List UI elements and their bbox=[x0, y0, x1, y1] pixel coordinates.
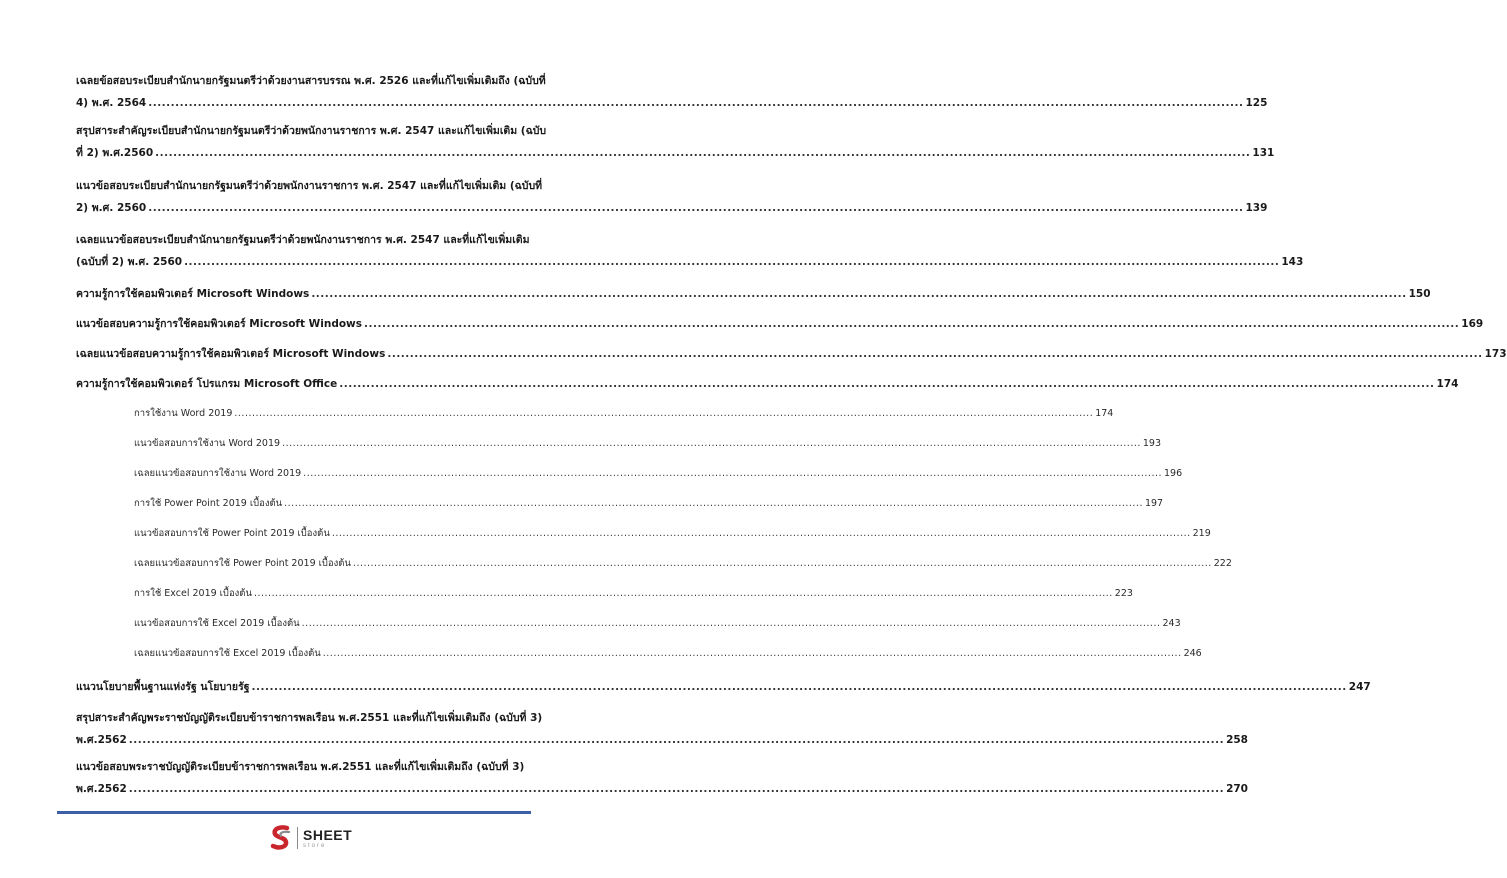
toc-page-number: 173 bbox=[1484, 348, 1507, 360]
leader-dots bbox=[302, 613, 1161, 635]
toc-subentry[interactable] bbox=[134, 403, 1114, 425]
toc-subentry-title: การใช้ Power Point 2019 เบื้องต้น bbox=[134, 498, 283, 509]
leader-dots bbox=[252, 676, 1347, 698]
toc-entry[interactable] bbox=[76, 676, 1371, 698]
toc-subentry-title: เฉลยแนวข้อสอบการใช้ Excel 2019 เบื้องต้น bbox=[134, 648, 321, 659]
toc-entry-title: สรุปสาระสำคัญพระราชบัญญัติระเบียบข้าราชการพลเรือน พ.ศ.2551 และที่แก้ไขเพิ่มเติมถึง (ฉบับที่ 3) bbox=[76, 712, 543, 724]
toc-page-number: 243 bbox=[1162, 618, 1181, 629]
toc-entry-title: แนวข้อสอบระเบียบสำนักนายกรัฐมนตรีว่าด้วยพนักงานราชการ พ.ศ. 2547 และที่แก้ไขเพิ่มเติม (ฉบับที่ bbox=[76, 180, 543, 192]
toc-entry-title: สรุปสาระสำคัญระเบียบสำนักนายกรัฐมนตรีว่าด้วยพนักงานราชการ พ.ศ. 2547 และแก้ไขเพิ่มเติม (ฉบับ bbox=[76, 125, 547, 137]
toc-entry-title-cont: ที่ 2) พ.ศ.2560 bbox=[76, 147, 154, 159]
toc-entry-title-cont: 2) พ.ศ. 2560 bbox=[76, 202, 147, 214]
toc-subentry-title: แนวข้อสอบการใช้ Excel 2019 เบื้องต้น bbox=[134, 618, 300, 629]
toc-page-number: 150 bbox=[1408, 288, 1431, 300]
toc-page-number: 196 bbox=[1164, 468, 1183, 479]
toc-entry[interactable] bbox=[76, 373, 1459, 395]
toc-entry-title: ความรู้การใช้คอมพิวเตอร์ Microsoft Windows bbox=[76, 288, 310, 300]
toc-subentry-title: เฉลยแนวข้อสอบการใช้ Power Point 2019 เบื้องต้น bbox=[134, 558, 351, 569]
toc-page-number: 174 bbox=[1436, 378, 1459, 390]
toc-entry-title-cont: พ.ศ.2562 bbox=[76, 783, 127, 795]
toc-entry[interactable] bbox=[76, 120, 1275, 164]
toc-subentry-title: แนวข้อสอบการใช้ Power Point 2019 เบื้องต้น bbox=[134, 528, 330, 539]
sheet-store-logo-icon bbox=[270, 825, 292, 851]
leader-dots bbox=[323, 643, 1182, 665]
toc-page-number: 125 bbox=[1245, 97, 1268, 109]
toc-subentry-title: การใช้งาน Word 2019 bbox=[134, 408, 233, 419]
toc-entry-title: เฉลยข้อสอบระเบียบสำนักนายกรัฐมนตรีว่าด้วยงานสารบรรณ พ.ศ. 2526 และที่แก้ไขเพิ่มเติมถึง (ฉบับที่ bbox=[76, 75, 546, 87]
toc-entry[interactable] bbox=[76, 756, 1248, 800]
toc-subentry[interactable] bbox=[134, 463, 1183, 485]
toc-subentry-title: เฉลยแนวข้อสอบการใช้งาน Word 2019 bbox=[134, 468, 302, 479]
toc-page-number: 219 bbox=[1192, 528, 1211, 539]
toc-entry[interactable] bbox=[76, 707, 1248, 751]
toc-subentry[interactable] bbox=[134, 553, 1232, 575]
toc-page-number: 193 bbox=[1142, 438, 1162, 449]
leader-dots bbox=[254, 583, 1113, 605]
toc-page-number: 139 bbox=[1245, 202, 1268, 214]
leader-dots bbox=[129, 729, 1224, 751]
toc-page-number: 246 bbox=[1183, 648, 1202, 659]
leader-dots bbox=[148, 197, 1243, 219]
toc-entry[interactable] bbox=[76, 70, 1268, 114]
leader-dots bbox=[282, 433, 1141, 455]
toc-subentry-title: การใช้ Excel 2019 เบื้องต้น bbox=[134, 588, 252, 599]
leader-dots bbox=[353, 553, 1212, 575]
leader-dots bbox=[155, 142, 1250, 164]
logo-wordmark bbox=[303, 828, 352, 849]
toc-subentry[interactable] bbox=[134, 523, 1211, 545]
toc-page-number: 197 bbox=[1144, 498, 1164, 509]
toc-entry-title: แนวข้อสอบพระราชบัญญัติระเบียบข้าราชการพลเรือน พ.ศ.2551 และที่แก้ไขเพิ่มเติมถึง (ฉบับที่ 3) bbox=[76, 761, 525, 773]
toc-subentry[interactable] bbox=[134, 583, 1133, 605]
leader-dots bbox=[129, 778, 1224, 800]
toc-page-number: 131 bbox=[1252, 147, 1275, 159]
toc-entry-title: เฉลยแนวข้อสอบความรู้การใช้คอมพิวเตอร์ Microsoft Windows bbox=[76, 348, 386, 360]
leader-dots bbox=[332, 523, 1191, 545]
leader-dots bbox=[284, 493, 1143, 515]
toc-entry-title: แนวนโยบายพื้นฐานแห่งรัฐ นโยบายรัฐ bbox=[76, 681, 250, 693]
leader-dots bbox=[303, 463, 1162, 485]
footer-divider bbox=[57, 811, 531, 814]
leader-dots bbox=[311, 283, 1406, 305]
toc-page-number: 270 bbox=[1226, 783, 1248, 795]
toc-subentry[interactable] bbox=[134, 493, 1164, 515]
toc-subentry[interactable] bbox=[134, 643, 1202, 665]
logo-separator bbox=[297, 827, 298, 849]
toc-entry-title: แนวข้อสอบความรู้การใช้คอมพิวเตอร์ Microsoft Windows bbox=[76, 318, 363, 330]
toc-entry-title: เฉลยแนวข้อสอบระเบียบสำนักนายกรัฐมนตรีว่าด้วยพนักงานราชการ พ.ศ. 2547 และที่แก้ไขเพิ่มเติม bbox=[76, 234, 530, 246]
toc-entry-title-cont: พ.ศ.2562 bbox=[76, 734, 127, 746]
toc-entry[interactable] bbox=[76, 175, 1268, 219]
toc-subentry[interactable] bbox=[134, 613, 1181, 635]
toc-subentry-title: แนวข้อสอบการใช้งาน Word 2019 bbox=[134, 438, 281, 449]
leader-dots bbox=[364, 313, 1459, 335]
leader-dots bbox=[148, 92, 1243, 114]
toc-entry[interactable] bbox=[76, 229, 1304, 273]
toc-entry[interactable] bbox=[76, 313, 1484, 335]
toc-page-number: 169 bbox=[1461, 318, 1484, 330]
leader-dots bbox=[387, 343, 1482, 365]
toc-page-number: 174 bbox=[1095, 408, 1114, 419]
toc-page-number: 222 bbox=[1213, 558, 1232, 569]
toc-entry[interactable] bbox=[76, 343, 1507, 365]
toc-entry-title-cont: 4) พ.ศ. 2564 bbox=[76, 97, 147, 109]
toc-page-number: 223 bbox=[1114, 588, 1133, 599]
toc-subentry[interactable] bbox=[134, 433, 1162, 455]
logo-brand-text: SHEET bbox=[303, 826, 353, 843]
toc-entry-title-cont: (ฉบับที่ 2) พ.ศ. 2560 bbox=[76, 256, 183, 268]
toc-page-number: 258 bbox=[1226, 734, 1248, 746]
logo-brand-subtext: store bbox=[303, 842, 327, 849]
leader-dots bbox=[234, 403, 1093, 425]
sheet-store-logo bbox=[270, 823, 360, 853]
toc-page-number: 247 bbox=[1348, 681, 1371, 693]
toc-entry-title: ความรู้การใช้คอมพิวเตอร์ โปรแกรม Microsoft Office bbox=[76, 378, 338, 390]
leader-dots bbox=[184, 251, 1279, 273]
leader-dots bbox=[339, 373, 1434, 395]
toc-entry[interactable] bbox=[76, 283, 1431, 305]
toc-page-number: 143 bbox=[1281, 256, 1304, 268]
